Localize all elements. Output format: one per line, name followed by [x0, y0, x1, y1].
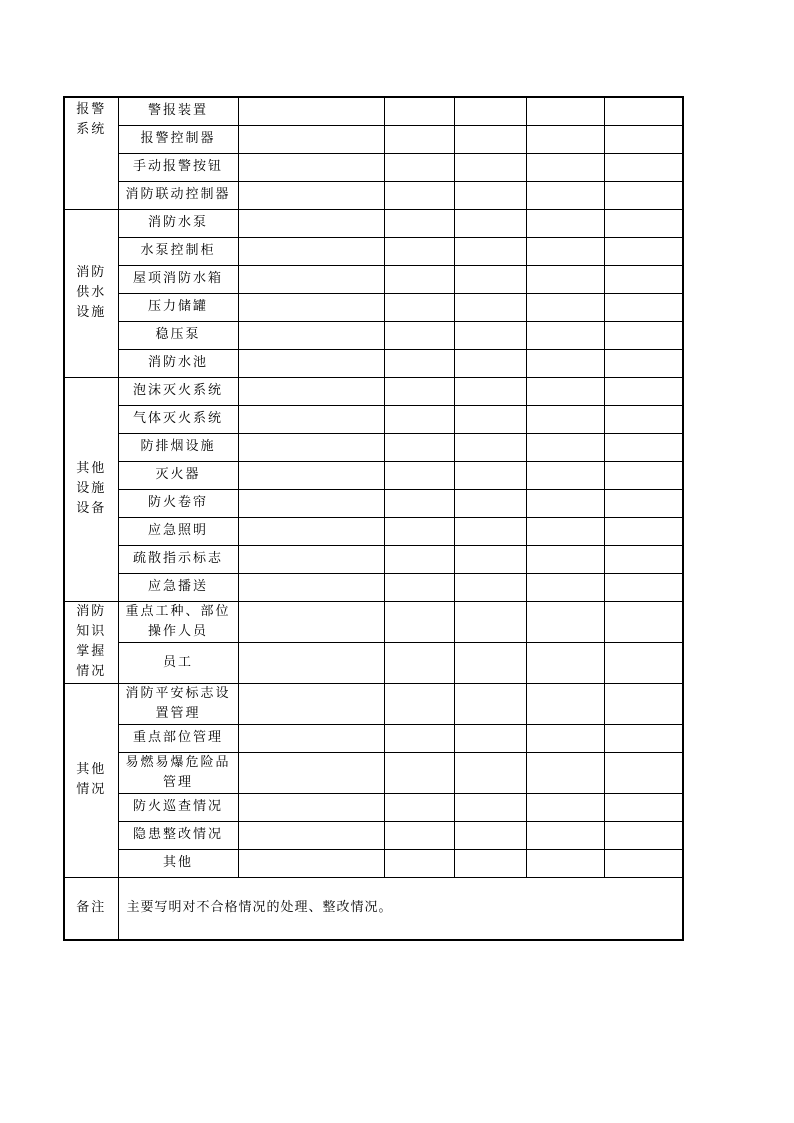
item-label: 压力储罐: [118, 293, 238, 321]
blank-cell[interactable]: [604, 377, 683, 405]
blank-cell[interactable]: [454, 517, 526, 545]
blank-cell[interactable]: [526, 573, 604, 601]
blank-cell[interactable]: [384, 601, 454, 642]
category-label: 消防知识掌握情况: [76, 604, 107, 679]
blank-cell[interactable]: [526, 545, 604, 573]
blank-cell[interactable]: [526, 321, 604, 349]
table-row: [64, 724, 683, 752]
category-cell: [64, 683, 118, 877]
blank-cell[interactable]: [238, 433, 384, 461]
table-row: [64, 377, 683, 405]
blank-cell[interactable]: [238, 793, 384, 821]
blank-cell[interactable]: [238, 517, 384, 545]
item-label: 防排烟设施: [118, 433, 238, 461]
blank-cell[interactable]: [384, 517, 454, 545]
blank-cell[interactable]: [454, 349, 526, 377]
blank-cell[interactable]: [384, 683, 454, 724]
blank-cell[interactable]: [454, 377, 526, 405]
blank-cell[interactable]: [604, 545, 683, 573]
blank-cell[interactable]: [526, 489, 604, 517]
blank-cell[interactable]: [454, 573, 526, 601]
blank-cell[interactable]: [384, 461, 454, 489]
item-label: 疏散指示标志: [118, 545, 238, 573]
item-label: 警报装置: [118, 97, 238, 125]
item-label: 消防水池: [118, 349, 238, 377]
category-cell: [64, 601, 118, 683]
blank-cell[interactable]: [526, 209, 604, 237]
blank-cell[interactable]: [238, 683, 384, 724]
table-row: [64, 573, 683, 601]
blank-cell[interactable]: [604, 461, 683, 489]
blank-cell[interactable]: [454, 642, 526, 683]
blank-cell[interactable]: [384, 97, 454, 125]
blank-cell[interactable]: [238, 821, 384, 849]
item-label: 消防平安标志设置管理: [118, 683, 238, 724]
blank-cell[interactable]: [604, 321, 683, 349]
blank-cell[interactable]: [454, 752, 526, 793]
blank-cell[interactable]: [238, 181, 384, 209]
blank-cell[interactable]: [454, 97, 526, 125]
blank-cell[interactable]: [384, 349, 454, 377]
blank-cell[interactable]: [604, 517, 683, 545]
blank-cell[interactable]: [238, 349, 384, 377]
table-row: [64, 752, 683, 793]
blank-cell[interactable]: [384, 321, 454, 349]
item-label: 手动报警按钮: [118, 153, 238, 181]
item-label: 水泵控制柜: [118, 237, 238, 265]
blank-cell[interactable]: [384, 573, 454, 601]
blank-cell[interactable]: [526, 724, 604, 752]
blank-cell[interactable]: [526, 265, 604, 293]
table-row: [64, 601, 683, 642]
blank-cell[interactable]: [238, 153, 384, 181]
table-row: [64, 489, 683, 517]
table-row: [64, 349, 683, 377]
inspection-table-body: [64, 97, 683, 940]
category-cell: [64, 377, 118, 601]
remark-text[interactable]: 主要写明对不合格情况的处理、整改情况。: [118, 877, 683, 940]
blank-cell[interactable]: [454, 265, 526, 293]
blank-cell[interactable]: [384, 793, 454, 821]
item-label: 消防联动控制器: [118, 181, 238, 209]
blank-cell[interactable]: [454, 209, 526, 237]
blank-cell[interactable]: [238, 601, 384, 642]
inspection-table: [63, 96, 684, 941]
blank-cell[interactable]: [604, 265, 683, 293]
item-label: 稳压泵: [118, 321, 238, 349]
blank-cell[interactable]: [384, 293, 454, 321]
blank-cell[interactable]: [384, 265, 454, 293]
table-row: [64, 405, 683, 433]
blank-cell[interactable]: [384, 181, 454, 209]
blank-cell[interactable]: [238, 573, 384, 601]
blank-cell[interactable]: [604, 293, 683, 321]
blank-cell[interactable]: [526, 642, 604, 683]
item-label: 报警控制器: [118, 125, 238, 153]
item-label: 气体灭火系统: [118, 405, 238, 433]
table-row: [64, 265, 683, 293]
blank-cell[interactable]: [384, 489, 454, 517]
blank-cell[interactable]: [454, 461, 526, 489]
item-label: 隐患整改情况: [118, 821, 238, 849]
blank-cell[interactable]: [238, 209, 384, 237]
blank-cell[interactable]: [526, 517, 604, 545]
category-label: 消防供水设施: [76, 265, 107, 320]
item-label: 其他: [118, 849, 238, 877]
item-label: 重点工种、部位操作人员: [118, 601, 238, 642]
item-label: 员工: [118, 642, 238, 683]
blank-cell[interactable]: [384, 209, 454, 237]
blank-cell[interactable]: [454, 601, 526, 642]
blank-cell[interactable]: [604, 405, 683, 433]
table-row: [64, 153, 683, 181]
blank-cell[interactable]: [604, 573, 683, 601]
blank-cell[interactable]: [526, 293, 604, 321]
item-label: 防火卷帘: [118, 489, 238, 517]
blank-cell[interactable]: [604, 153, 683, 181]
blank-cell[interactable]: [526, 97, 604, 125]
item-label: 易燃易爆危险品管理: [118, 752, 238, 793]
blank-cell[interactable]: [454, 489, 526, 517]
blank-cell[interactable]: [604, 237, 683, 265]
table-row: [64, 545, 683, 573]
remark-row: [64, 877, 683, 940]
category-label: 报警系统: [76, 102, 107, 137]
table-row: [64, 433, 683, 461]
item-label: 应急照明: [118, 517, 238, 545]
table-row: [64, 821, 683, 849]
blank-cell[interactable]: [454, 821, 526, 849]
blank-cell[interactable]: [454, 405, 526, 433]
category-label: 其他设施设备: [76, 461, 107, 516]
category-cell: [64, 209, 118, 377]
blank-cell[interactable]: [384, 821, 454, 849]
item-label: 应急播送: [118, 573, 238, 601]
blank-cell[interactable]: [526, 405, 604, 433]
blank-cell[interactable]: [384, 433, 454, 461]
table-row: [64, 321, 683, 349]
table-row: [64, 293, 683, 321]
blank-cell[interactable]: [526, 433, 604, 461]
blank-cell[interactable]: [454, 125, 526, 153]
item-label: 重点部位管理: [118, 724, 238, 752]
blank-cell[interactable]: [604, 821, 683, 849]
item-label: 灭火器: [118, 461, 238, 489]
blank-cell[interactable]: [384, 724, 454, 752]
table-row: [64, 181, 683, 209]
blank-cell[interactable]: [238, 752, 384, 793]
blank-cell[interactable]: [604, 642, 683, 683]
blank-cell[interactable]: [238, 724, 384, 752]
blank-cell[interactable]: [526, 601, 604, 642]
blank-cell[interactable]: [384, 125, 454, 153]
item-label: 消防水泵: [118, 209, 238, 237]
blank-cell[interactable]: [604, 724, 683, 752]
blank-cell[interactable]: [238, 293, 384, 321]
blank-cell[interactable]: [454, 433, 526, 461]
blank-cell[interactable]: [384, 405, 454, 433]
blank-cell[interactable]: [238, 125, 384, 153]
blank-cell[interactable]: [604, 349, 683, 377]
blank-cell[interactable]: [238, 405, 384, 433]
blank-cell[interactable]: [526, 849, 604, 877]
blank-cell[interactable]: [604, 849, 683, 877]
table-row: [64, 461, 683, 489]
blank-cell[interactable]: [454, 153, 526, 181]
blank-cell[interactable]: [526, 153, 604, 181]
table-row: [64, 793, 683, 821]
blank-cell[interactable]: [238, 489, 384, 517]
item-label: 泡沫灭火系统: [118, 377, 238, 405]
blank-cell[interactable]: [384, 642, 454, 683]
blank-cell[interactable]: [454, 545, 526, 573]
blank-cell[interactable]: [604, 97, 683, 125]
blank-cell[interactable]: [604, 209, 683, 237]
blank-cell[interactable]: [526, 793, 604, 821]
blank-cell[interactable]: [526, 752, 604, 793]
table-row: [64, 97, 683, 125]
blank-cell[interactable]: [238, 321, 384, 349]
blank-cell[interactable]: [454, 793, 526, 821]
blank-cell[interactable]: [454, 849, 526, 877]
blank-cell[interactable]: [526, 683, 604, 724]
blank-cell[interactable]: [604, 601, 683, 642]
blank-cell[interactable]: [454, 724, 526, 752]
blank-cell[interactable]: [238, 849, 384, 877]
blank-cell[interactable]: [238, 461, 384, 489]
blank-cell[interactable]: [238, 265, 384, 293]
table-row: [64, 125, 683, 153]
blank-cell[interactable]: [604, 489, 683, 517]
table-row: [64, 237, 683, 265]
blank-cell[interactable]: [526, 821, 604, 849]
item-label: 屋项消防水箱: [118, 265, 238, 293]
blank-cell[interactable]: [238, 377, 384, 405]
table-row: [64, 642, 683, 683]
blank-cell[interactable]: [238, 642, 384, 683]
table-row: [64, 849, 683, 877]
blank-cell[interactable]: [526, 377, 604, 405]
blank-cell[interactable]: [384, 237, 454, 265]
table-row: [64, 517, 683, 545]
blank-cell[interactable]: [526, 237, 604, 265]
blank-cell[interactable]: [384, 752, 454, 793]
blank-cell[interactable]: [384, 153, 454, 181]
blank-cell[interactable]: [384, 545, 454, 573]
item-label: 防火巡查情况: [118, 793, 238, 821]
table-row: [64, 683, 683, 724]
category-label: 其他情况: [76, 762, 107, 797]
blank-cell[interactable]: [526, 461, 604, 489]
blank-cell[interactable]: [238, 97, 384, 125]
blank-cell[interactable]: [454, 683, 526, 724]
blank-cell[interactable]: [604, 433, 683, 461]
blank-cell[interactable]: [526, 181, 604, 209]
blank-cell[interactable]: [604, 793, 683, 821]
blank-cell[interactable]: [384, 377, 454, 405]
blank-cell[interactable]: [384, 849, 454, 877]
category-cell: [64, 97, 118, 209]
blank-cell[interactable]: [604, 181, 683, 209]
blank-cell[interactable]: [526, 349, 604, 377]
blank-cell[interactable]: [526, 125, 604, 153]
blank-cell[interactable]: [454, 321, 526, 349]
blank-cell[interactable]: [604, 125, 683, 153]
blank-cell[interactable]: [454, 237, 526, 265]
blank-cell[interactable]: [238, 237, 384, 265]
table-row: [64, 209, 683, 237]
blank-cell[interactable]: [454, 181, 526, 209]
blank-cell[interactable]: [454, 293, 526, 321]
blank-cell[interactable]: [238, 545, 384, 573]
blank-cell[interactable]: [604, 683, 683, 724]
blank-cell[interactable]: [604, 752, 683, 793]
remark-label: 备注: [64, 877, 118, 940]
